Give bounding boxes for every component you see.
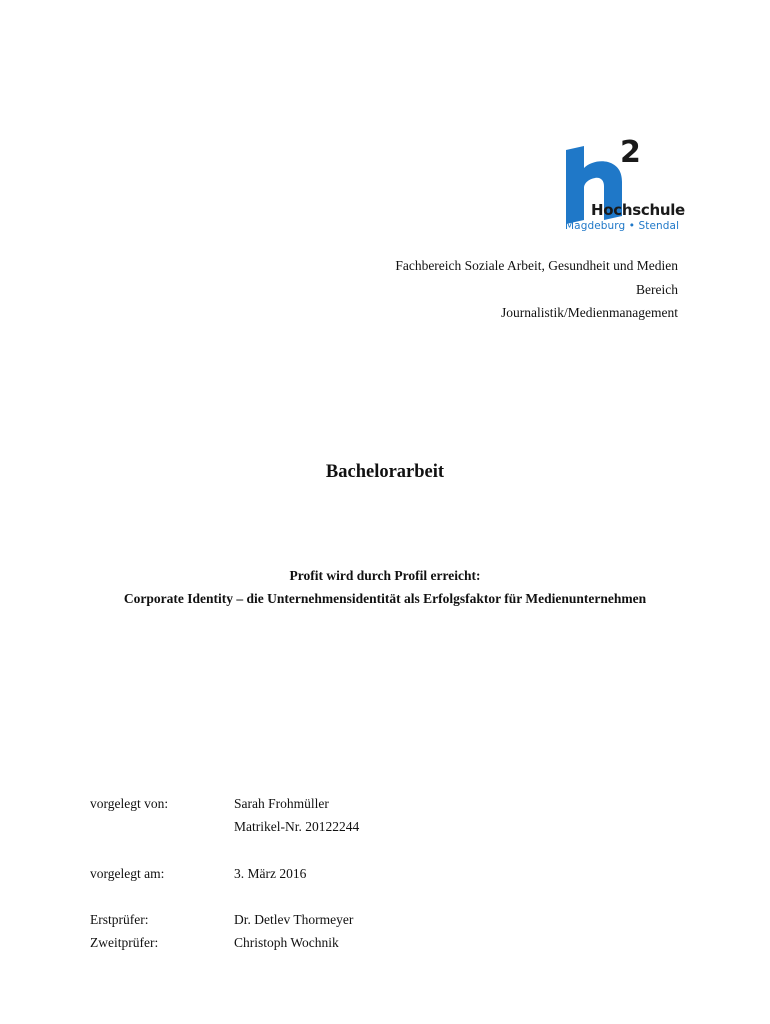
submission-date: 3. März 2016 (234, 866, 307, 881)
university-logo (560, 138, 690, 238)
submitted-by-label: vorgelegt von: (90, 796, 169, 811)
student-id: Matrikel-Nr. 20122244 (234, 819, 360, 834)
thesis-subtitle: Corporate Identity – die Unternehmensidentität als Erfolgsfaktor für Medienunternehmen (123, 590, 647, 606)
department-line: Journalistik/Medienmanagement (501, 305, 678, 320)
first-examiner-name: Dr. Detlev Thormeyer (234, 912, 354, 927)
document-type-heading: Bachelorarbeit (325, 462, 445, 482)
logo-superscript: 2 (620, 138, 641, 170)
submitted-on-label: vorgelegt am: (90, 866, 165, 881)
thesis-title: Profit wird durch Profil erreicht: (289, 568, 481, 583)
thesis-title-block (0, 565, 770, 610)
department-line: Fachbereich Soziale Arbeit, Gesundheit und Medien (395, 258, 678, 273)
department-line: Bereich (636, 281, 678, 297)
first-examiner-label: Erstprüfer: (90, 912, 149, 927)
second-examiner-label: Zweitprüfer: (90, 935, 159, 950)
second-examiner-name: Christoph Wochnik (234, 935, 339, 950)
logo-location: Magdeburg • Stendal (565, 220, 680, 232)
author-name: Sarah Frohmüller (234, 796, 329, 811)
logo-wordmark: Hochschule (591, 201, 685, 219)
department-block (395, 254, 678, 325)
